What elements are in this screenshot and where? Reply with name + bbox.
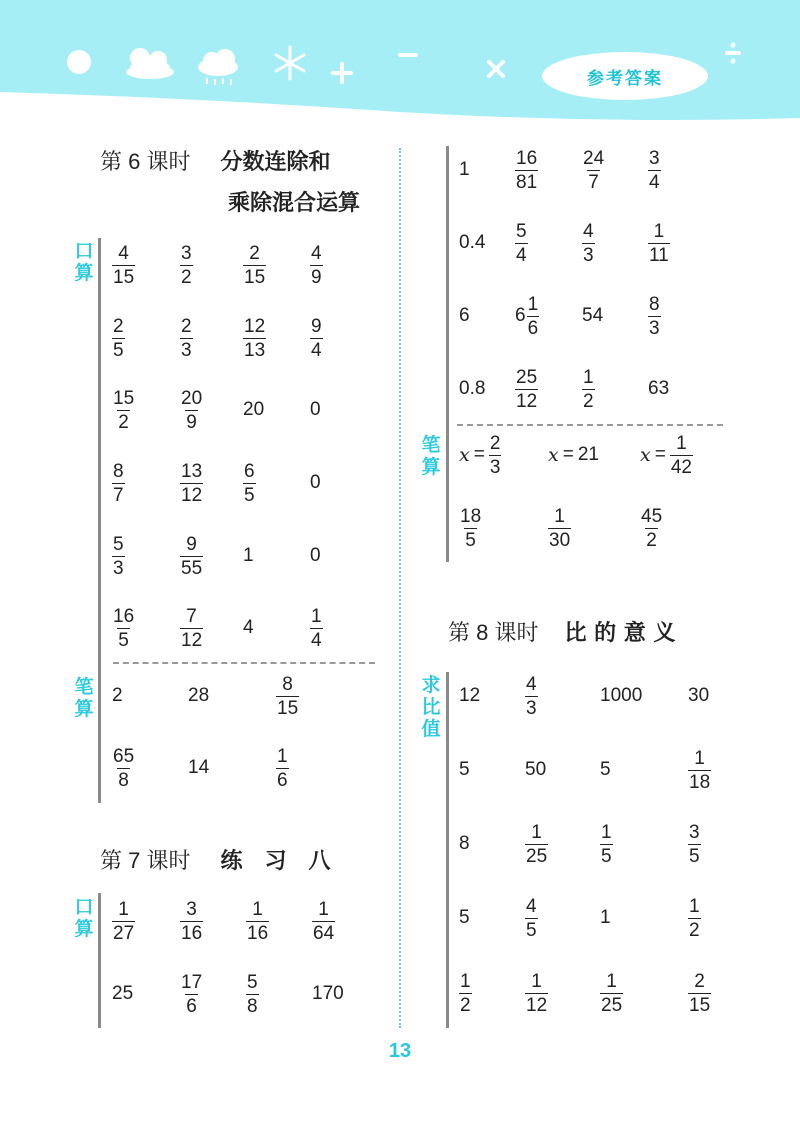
number: 21: [577, 444, 599, 465]
answer-cell: [515, 147, 538, 193]
denominator: 3: [181, 339, 192, 361]
answer-cell: [180, 533, 203, 579]
answer-cell: [459, 223, 485, 263]
answer-cell: [459, 750, 470, 790]
denominator: 3: [526, 697, 537, 719]
equation-cell: [640, 432, 693, 478]
numerator: 18: [460, 505, 482, 527]
lesson7-number: 第 7 课时: [100, 848, 191, 873]
fraction: [459, 972, 472, 1015]
answer-cell: [310, 315, 323, 361]
answer-cell: [180, 315, 193, 361]
answer-cell: [600, 970, 623, 1016]
denominator: 15: [244, 266, 266, 288]
answer-cell: [648, 369, 669, 409]
numerator: 4: [526, 673, 537, 695]
numerator: 12: [244, 315, 266, 337]
answer-cell: [180, 605, 203, 651]
denominator: 2: [646, 529, 657, 551]
number: 25: [112, 983, 134, 1004]
answer-cell: [688, 676, 709, 716]
denominator: 3: [489, 456, 501, 478]
denominator: 4: [649, 171, 660, 193]
fraction: [310, 607, 323, 650]
answer-cell: [525, 750, 546, 790]
lesson7-oral-label: 口 算: [74, 896, 94, 940]
numerator: 1: [689, 895, 700, 917]
number: 0: [310, 472, 321, 493]
numerator: 4: [118, 242, 129, 264]
equals-sign: =: [654, 444, 666, 465]
denominator: 16: [181, 922, 203, 944]
denominator: 6: [277, 769, 288, 791]
answer-cell: [648, 220, 670, 266]
answer-cell: [525, 821, 548, 867]
lesson7-title-text: 练 习 八: [220, 849, 331, 874]
number: 0: [310, 399, 321, 420]
numerator: 5: [113, 533, 124, 555]
denominator: 2: [118, 411, 129, 433]
lesson8-title-text: 比 的 意 义: [564, 621, 676, 646]
fraction: [112, 747, 135, 790]
number: 6: [459, 305, 470, 326]
answer-cell: [648, 147, 661, 193]
answer-cell: [243, 242, 266, 288]
fraction: [548, 507, 571, 550]
equation-cell: [548, 435, 599, 475]
denominator: 55: [181, 557, 203, 579]
answer-cell: [310, 242, 323, 288]
number: 5: [459, 759, 470, 780]
fraction: [600, 972, 623, 1015]
answer-cell: [515, 293, 539, 339]
number: 0: [310, 545, 321, 566]
fraction: [648, 295, 661, 338]
answer-cell: [112, 460, 125, 506]
denominator: 2: [460, 994, 471, 1016]
answer-cell: [459, 296, 470, 336]
numerator: 1: [554, 505, 565, 527]
answer-key-badge: 参考答案: [542, 52, 708, 100]
answer-cell: [312, 974, 344, 1014]
answer-cell: [600, 676, 642, 716]
variable: x: [459, 444, 470, 466]
numerator: 3: [186, 898, 197, 920]
page-number: 13: [388, 1040, 412, 1062]
lesson8-bracket: [446, 672, 449, 1028]
denominator: 12: [181, 484, 203, 506]
denominator: 16: [247, 922, 269, 944]
fraction: [515, 222, 528, 265]
fraction: [582, 149, 605, 192]
fraction: [112, 462, 125, 505]
fraction: [600, 823, 613, 866]
fraction: [648, 222, 670, 265]
lesson7-title: [100, 844, 330, 875]
denominator: 6: [186, 995, 197, 1017]
fraction: [276, 675, 299, 718]
numerator: 1: [277, 745, 288, 767]
numerator: 7: [186, 605, 197, 627]
denominator: 3: [113, 557, 124, 579]
numerator: 16: [516, 147, 538, 169]
denominator: 12: [526, 994, 548, 1016]
fraction: [527, 295, 540, 338]
answer-cell: [459, 970, 472, 1016]
answer-cell: [243, 390, 264, 430]
fraction: [688, 897, 701, 940]
number: 28: [188, 685, 210, 706]
answer-cell: [112, 974, 133, 1014]
fraction: [180, 900, 203, 943]
denominator: 42: [670, 456, 692, 478]
denominator: 5: [465, 529, 476, 551]
lesson6-dashed-separator: [113, 662, 375, 664]
lesson8-title: [448, 616, 675, 647]
denominator: 5: [244, 484, 255, 506]
numerator: 5: [247, 971, 258, 993]
answer-cell: [515, 366, 538, 412]
denominator: 9: [186, 411, 197, 433]
answer-cell: [600, 821, 613, 867]
numerator: 2: [249, 242, 260, 264]
whole-part: 6: [515, 305, 526, 326]
fraction: [582, 222, 595, 265]
denominator: 25: [601, 994, 623, 1016]
number: 8: [459, 833, 470, 854]
answer-cell: [243, 460, 256, 506]
denominator: 8: [118, 769, 129, 791]
fraction: [310, 317, 323, 360]
numerator: 1: [653, 220, 665, 242]
lesson6-title-line2: 乘除混合运算: [228, 191, 361, 216]
answer-cell: [582, 220, 595, 266]
denominator: 13: [244, 339, 266, 361]
answer-cell: [310, 463, 321, 503]
fraction: [688, 749, 711, 792]
numerator: 25: [516, 366, 538, 388]
number: 54: [582, 305, 604, 326]
lesson8-number: 第 8 课时: [448, 620, 539, 645]
number: 30: [688, 685, 710, 706]
answer-cell: [188, 676, 209, 716]
answer-cell: [525, 970, 548, 1016]
numerator: 20: [181, 387, 203, 409]
answer-cell: [582, 296, 603, 336]
numerator: 2: [181, 315, 192, 337]
answer-cell: [459, 898, 470, 938]
numerator: 1: [694, 747, 705, 769]
denominator: 4: [311, 629, 322, 651]
lesson6-bracket: [98, 238, 101, 803]
numerator: 5: [516, 220, 527, 242]
denominator: 30: [549, 529, 571, 551]
fraction: [180, 244, 193, 287]
numerator: 1: [252, 898, 263, 920]
number: 1: [459, 159, 470, 180]
fraction: [180, 462, 203, 505]
fraction: [112, 317, 125, 360]
number: 12: [459, 685, 481, 706]
lesson6-written-label: 笔 算: [74, 676, 94, 720]
answer-cell: [112, 898, 135, 944]
numerator: 8: [113, 460, 124, 482]
denominator: 5: [689, 845, 700, 867]
answer-cell: [112, 315, 125, 361]
answer-cell: [276, 745, 289, 791]
numerator: 13: [181, 460, 203, 482]
answer-cell: [112, 242, 135, 288]
number: 63: [648, 378, 670, 399]
numerator: 15: [113, 387, 135, 409]
numerator: 1: [311, 605, 322, 627]
denominator: 11: [649, 244, 669, 266]
denominator: 12: [181, 629, 203, 651]
variable: x: [640, 444, 651, 466]
answer-cell: [525, 895, 538, 941]
answer-cell: [112, 745, 135, 791]
variable: x: [548, 444, 559, 466]
answer-cell: [112, 533, 125, 579]
answer-cell: [276, 673, 299, 719]
denominator: 2: [689, 919, 700, 941]
numerator: 2: [694, 970, 705, 992]
number: 0.8: [459, 378, 486, 399]
numerator: 1: [527, 293, 539, 315]
fraction: [180, 607, 203, 650]
fraction: [112, 535, 125, 578]
number: 5: [600, 759, 611, 780]
answer-cell: [180, 460, 203, 506]
answer-cell: [188, 748, 209, 788]
numerator: 1: [676, 432, 687, 454]
denominator: 2: [583, 390, 594, 412]
answer-cell: [582, 147, 605, 193]
numerator: 9: [186, 533, 197, 555]
answer-cell: [112, 605, 135, 651]
denominator: 3: [649, 317, 660, 339]
denominator: 4: [516, 244, 527, 266]
answer-cell: [688, 747, 711, 793]
denominator: 5: [118, 629, 129, 651]
answer-cell: [246, 971, 259, 1017]
denominator: 3: [583, 244, 594, 266]
denominator: 7: [588, 171, 599, 193]
denominator: 15: [277, 697, 299, 719]
answer-cell: [548, 505, 571, 551]
fraction: [180, 317, 193, 360]
denominator: 5: [113, 339, 124, 361]
fraction: [312, 900, 335, 943]
answer-cell: [243, 315, 266, 361]
fraction: [112, 244, 135, 287]
lesson6-oral-label: 口 算: [74, 240, 94, 284]
denominator: 5: [526, 919, 537, 941]
answer-cell: [459, 676, 480, 716]
lesson6-title-text: 分数连除和: [220, 150, 331, 175]
fraction: [243, 244, 266, 287]
sun-icon: [67, 50, 91, 74]
answer-cell: [459, 505, 482, 551]
numerator: 4: [311, 242, 322, 264]
numerator: 16: [113, 605, 135, 627]
denominator: 5: [601, 845, 612, 867]
fraction: [246, 973, 259, 1016]
numerator: 17: [181, 971, 203, 993]
numerator: 65: [113, 745, 135, 767]
fraction: [515, 368, 538, 411]
fraction: [515, 149, 538, 192]
numerator: 6: [244, 460, 255, 482]
denominator: 27: [113, 922, 135, 944]
lesson7-bracket: [98, 893, 101, 1028]
numerator: 1: [583, 366, 594, 388]
fraction: [246, 900, 269, 943]
right-written-label: 笔 算: [421, 434, 441, 478]
fraction: [180, 973, 203, 1016]
fraction: [310, 244, 323, 287]
fraction: [582, 368, 595, 411]
answer-cell: [246, 898, 269, 944]
fraction: [648, 149, 661, 192]
denominator: 81: [516, 171, 538, 193]
fraction: [276, 747, 289, 790]
denominator: 9: [311, 266, 322, 288]
number: 20: [243, 399, 265, 420]
numerator: 2: [113, 315, 124, 337]
fraction: [525, 823, 548, 866]
numerator: 3: [181, 242, 192, 264]
fraction: [112, 900, 135, 943]
answer-cell: [310, 536, 321, 576]
numerator: 1: [601, 821, 612, 843]
equals-sign: =: [562, 444, 574, 465]
fraction: [670, 434, 693, 477]
right-top-dashed-separator: [457, 424, 723, 426]
answer-cell: [243, 608, 254, 648]
fraction: [525, 897, 538, 940]
numerator: 1: [531, 821, 542, 843]
numerator: 8: [649, 293, 660, 315]
equation-cell: [459, 432, 501, 478]
numerator: 3: [689, 821, 700, 843]
numerator: 1: [460, 970, 471, 992]
answer-cell: [688, 821, 701, 867]
answer-cell: [515, 220, 528, 266]
answer-cell: [180, 242, 193, 288]
fraction: [688, 823, 701, 866]
column-divider: [399, 148, 401, 1028]
answer-cell: [459, 824, 470, 864]
answer-cell: [600, 898, 611, 938]
equals-sign: =: [473, 444, 485, 465]
numerator: 3: [649, 147, 660, 169]
number: 2: [112, 685, 123, 706]
denominator: 15: [113, 266, 135, 288]
denominator: 18: [689, 771, 711, 793]
answer-cell: [310, 605, 323, 651]
numerator: 2: [489, 432, 501, 454]
right-top-bracket: [446, 146, 449, 562]
numerator: 1: [531, 970, 542, 992]
numerator: 24: [583, 147, 605, 169]
answer-cell: [180, 971, 203, 1017]
fraction: [640, 507, 663, 550]
numerator: 9: [311, 315, 322, 337]
answer-cell: [180, 898, 203, 944]
fraction: [688, 972, 711, 1015]
answer-cell: [112, 676, 123, 716]
denominator: 8: [247, 995, 258, 1017]
fraction: [180, 535, 203, 578]
denominator: 4: [311, 339, 322, 361]
answer-cell: [459, 150, 470, 190]
number: 0.4: [459, 232, 486, 253]
fraction: [180, 389, 203, 432]
answer-cell: [525, 673, 538, 719]
answer-cell: [640, 505, 663, 551]
denominator: 2: [181, 266, 192, 288]
answer-cell: [688, 895, 701, 941]
answer-cell: [582, 366, 595, 412]
fraction: [489, 434, 502, 477]
denominator: 12: [516, 390, 538, 412]
denominator: 64: [313, 922, 335, 944]
answer-cell: [310, 390, 321, 430]
fraction: [243, 462, 256, 505]
numerator: 1: [318, 898, 329, 920]
number: 170: [312, 983, 344, 1004]
number: 14: [188, 757, 210, 778]
number: 1: [600, 907, 611, 928]
numerator: 4: [526, 895, 537, 917]
answer-cell: [180, 387, 203, 433]
denominator: 6: [527, 317, 539, 339]
fraction: [112, 607, 135, 650]
answer-cell: [312, 898, 335, 944]
denominator: 15: [689, 994, 711, 1016]
numerator: 1: [118, 898, 129, 920]
answer-cell: [600, 750, 611, 790]
number: 1000: [600, 685, 643, 706]
answer-cell: [243, 536, 254, 576]
number: 4: [243, 617, 254, 638]
number: 5: [459, 907, 470, 928]
answer-cell: [688, 970, 711, 1016]
denominator: 7: [113, 484, 124, 506]
fraction: [525, 675, 538, 718]
answer-cell: [112, 387, 135, 433]
answer-cell: [648, 293, 661, 339]
fraction: [112, 389, 135, 432]
fraction: [243, 317, 266, 360]
numerator: 4: [583, 220, 594, 242]
denominator: 25: [526, 845, 548, 867]
numerator: 45: [641, 505, 663, 527]
lesson8-ratio-label: 求 比 值: [421, 674, 441, 740]
number: 50: [525, 759, 547, 780]
numerator: 8: [282, 673, 293, 695]
lesson6-title: [100, 145, 330, 176]
fraction: [459, 507, 482, 550]
numerator: 1: [606, 970, 617, 992]
number: 1: [243, 545, 254, 566]
fraction: [525, 972, 548, 1015]
lesson6-number: 第 6 课时: [100, 149, 191, 174]
answer-cell: [459, 369, 485, 409]
